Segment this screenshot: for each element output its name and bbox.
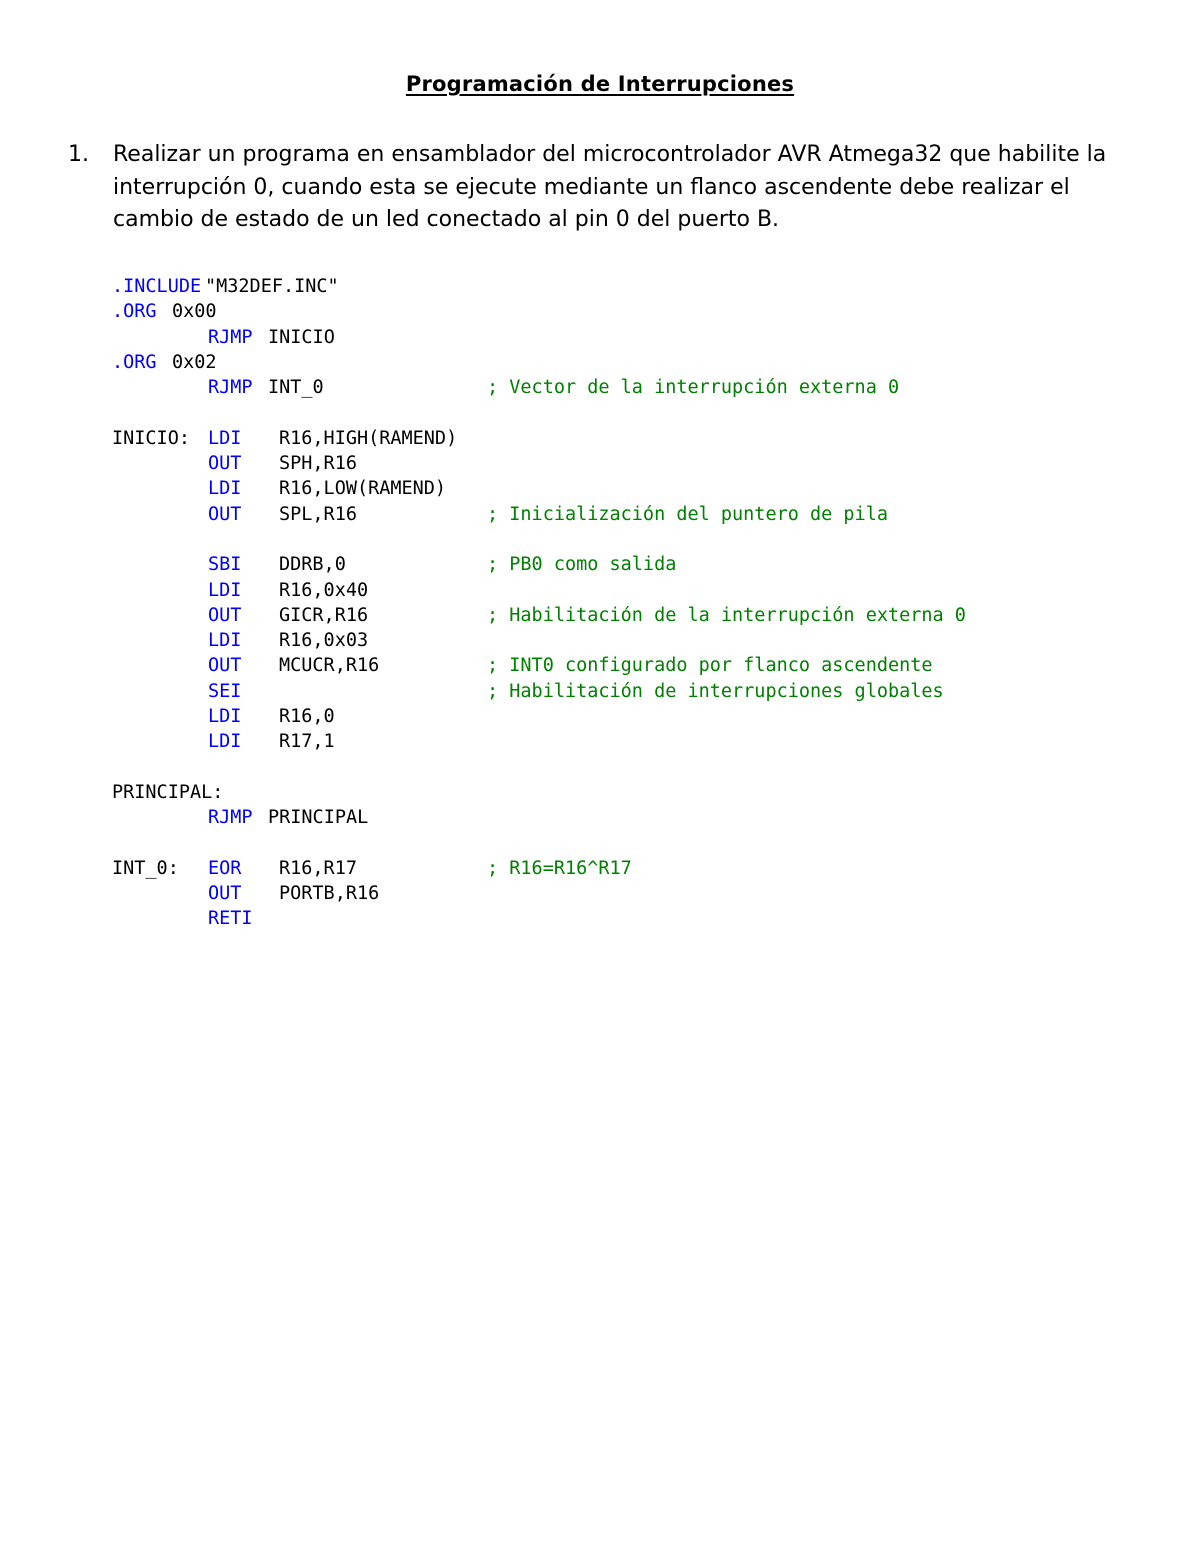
code-line <box>112 628 369 653</box>
code-comment: ; INT0 configurado por flanco ascendente <box>487 655 933 677</box>
code-line-org-1 <box>112 299 217 324</box>
operand: MCUCR,R16 <box>279 655 380 677</box>
operand: R17,1 <box>279 731 335 753</box>
operand: R16,HIGH(RAMEND) <box>279 427 458 449</box>
code-line-blank <box>112 400 157 425</box>
operand: GICR,R16 <box>279 604 369 626</box>
code-line <box>112 527 157 552</box>
operand: PRINCIPAL <box>268 807 369 829</box>
page-title: Programación de Interrupciones <box>405 72 795 96</box>
opcode: LDI <box>208 630 242 652</box>
operand: R16,0x40 <box>279 579 369 601</box>
code-line <box>112 476 447 501</box>
code-line <box>112 755 157 780</box>
code-line <box>112 881 380 906</box>
operand: R16,0x03 <box>279 630 369 652</box>
directive-org: .ORG <box>112 351 157 373</box>
opcode: OUT <box>208 604 242 626</box>
operand: DDRB,0 <box>279 554 346 576</box>
code-label: PRINCIPAL: <box>112 781 224 803</box>
opcode: EOR <box>208 857 242 879</box>
include-file: "M32DEF.INC" <box>205 276 339 297</box>
code-label: INT_0: <box>112 857 179 879</box>
opcode: SBI <box>208 554 242 576</box>
operand: R16,0 <box>279 706 335 728</box>
opcode: LDI <box>208 579 242 601</box>
operand: INT_0 <box>268 377 324 399</box>
code-comment: ; Inicialización del puntero de pila <box>487 503 888 525</box>
operand: SPL,R16 <box>279 503 357 525</box>
opcode: RJMP <box>208 377 253 399</box>
code-line-org-2 <box>112 350 217 375</box>
code-listing <box>112 274 966 932</box>
code-comment: ; Vector de la interrupción externa 0 <box>487 377 900 399</box>
code-line <box>112 704 335 729</box>
directive-org: .ORG <box>112 301 157 323</box>
code-line <box>112 906 253 931</box>
code-line-rjmp-int0 <box>112 375 900 400</box>
code-line <box>112 805 369 830</box>
operand: R16,LOW(RAMEND) <box>279 478 447 500</box>
code-line <box>112 578 369 603</box>
exercise-text: Realizar un programa en ensamblador del microcontrolador AVR Atmega32 que habilite la interrupción 0, cuando esta se ejecute mediante un flanco ascendente debe realizar el cambio de estado de un led conectado al pin 0 del puerto B. <box>113 142 1107 232</box>
code-comment: ; Habilitación de interrupciones globales <box>487 680 944 702</box>
directive-include: .INCLUDE <box>112 276 202 297</box>
code-comment: ; Habilitación de la interrupción externa 0 <box>487 604 966 626</box>
opcode: OUT <box>208 655 242 677</box>
code-line <box>112 856 632 881</box>
code-line <box>112 679 944 704</box>
opcode: SEI <box>208 680 242 702</box>
code-line <box>112 780 224 805</box>
operand: R16,R17 <box>279 857 357 879</box>
code-line-rjmp-inicio <box>112 325 335 350</box>
code-line-include <box>112 274 339 299</box>
opcode: LDI <box>208 731 242 753</box>
opcode: LDI <box>208 427 242 449</box>
code-line <box>112 729 335 754</box>
opcode: OUT <box>208 453 242 475</box>
code-body <box>112 426 966 932</box>
exercise-number: 1. <box>68 142 89 167</box>
opcode: OUT <box>208 883 242 905</box>
operand: SPH,R16 <box>279 453 357 475</box>
code-line <box>112 653 933 678</box>
opcode: RJMP <box>208 326 253 348</box>
code-line <box>112 502 888 527</box>
operand: PORTB,R16 <box>279 883 380 905</box>
code-label: INICIO: <box>112 427 190 449</box>
code-comment: ; R16=R16^R17 <box>487 857 632 879</box>
org-value: 0x02 <box>172 351 217 373</box>
opcode: LDI <box>208 478 242 500</box>
code-comment: ; PB0 como salida <box>487 554 677 576</box>
opcode: LDI <box>208 706 242 728</box>
code-line <box>112 451 357 476</box>
opcode: RETI <box>208 908 253 930</box>
opcode: OUT <box>208 503 242 525</box>
code-line <box>112 552 677 577</box>
opcode: RJMP <box>208 807 253 829</box>
code-line <box>112 831 157 856</box>
org-value: 0x00 <box>172 301 217 323</box>
code-line <box>112 426 458 451</box>
code-line <box>112 603 966 628</box>
operand: INICIO <box>268 326 335 348</box>
